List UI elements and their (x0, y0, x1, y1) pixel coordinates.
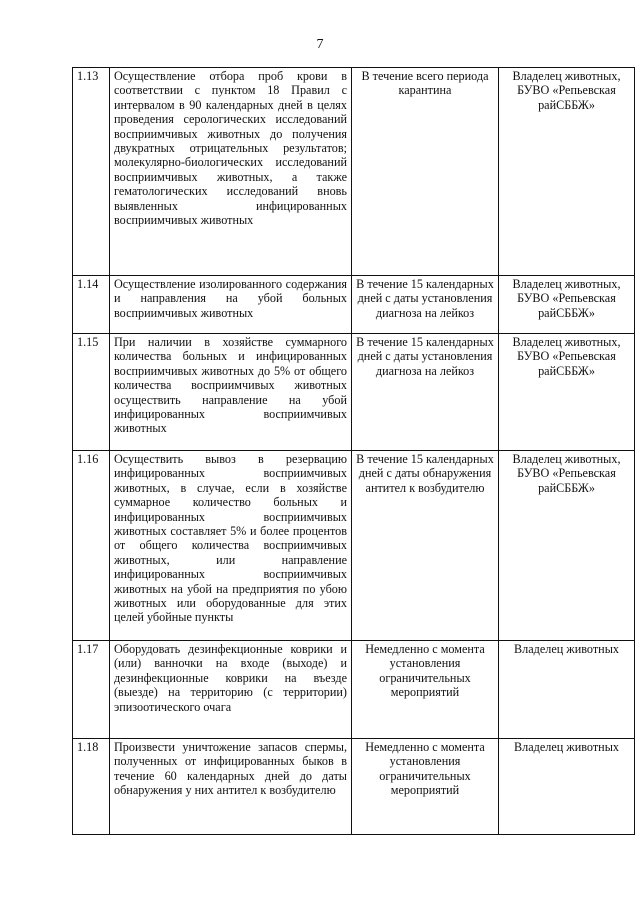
row-number: 1.16 (73, 451, 110, 641)
table-row (73, 68, 635, 276)
row-responsible: Владелец животных, БУВО «Репьевская райСББЖ» (499, 68, 635, 276)
row-number: 1.13 (73, 68, 110, 276)
table-row (73, 334, 635, 451)
row-term: В течение 15 календарных дней с даты обнаружения антител к возбудителю (352, 451, 499, 641)
row-term: В течение 15 календарных дней с даты установления диагноза на лейкоз (352, 276, 499, 334)
row-number: 1.18 (73, 739, 110, 835)
row-number: 1.14 (73, 276, 110, 334)
row-number: 1.15 (73, 334, 110, 451)
measures-table (72, 67, 635, 835)
row-action: Произвести уничтожение запасов спермы, полученных от инфицированных быков в течение 60 календарных дней до даты обнаружения у них антител к возбудителю (110, 739, 352, 835)
row-action: Осуществление отбора проб крови в соответствии с пунктом 18 Правил с интервалом в 90 календарных дней в целях проведения серологических исследований восприимчивых животных до получения двукратных отрицательных результатов; молекулярно-биологических исследований восприимчивых животных, а также гематологических исследований вновь выявленных инфицированных восприимчивых животных (110, 68, 352, 276)
row-number: 1.17 (73, 641, 110, 739)
table-row (73, 276, 635, 334)
row-action: Оборудовать дезинфекционные коврики и (или) ванночки на входе (выходе) и дезинфекционные коврики на въезде (выезде) на территорию (с территории) эпизоотического очага (110, 641, 352, 739)
row-responsible: Владелец животных (499, 641, 635, 739)
table-row (73, 641, 635, 739)
row-responsible: Владелец животных (499, 739, 635, 835)
page-number: 7 (316, 37, 324, 52)
row-term: Немедленно с момента установления ограничительных мероприятий (352, 641, 499, 739)
table-row (73, 739, 635, 835)
row-action: Осуществление изолированного содержания и направления на убой больных восприимчивых животных (110, 276, 352, 334)
row-term: В течение 15 календарных дней с даты установления диагноза на лейкоз (352, 334, 499, 451)
row-action: При наличии в хозяйстве суммарного количества больных и инфицированных восприимчивых животных до 5% от общего количества восприимчивых животных осуществить направление на убой инфицированных восприимчивых животных (110, 334, 352, 451)
table-row (73, 451, 635, 641)
row-responsible: Владелец животных, БУВО «Репьевская райСББЖ» (499, 334, 635, 451)
row-responsible: Владелец животных, БУВО «Репьевская райСББЖ» (499, 451, 635, 641)
row-responsible: Владелец животных, БУВО «Репьевская райСББЖ» (499, 276, 635, 334)
row-term: В течение всего периода карантина (352, 68, 499, 276)
row-term: Немедленно с момента установления ограничительных мероприятий (352, 739, 499, 835)
row-action: Осуществить вывоз в резервацию инфицированных восприимчивых животных, в случае, если в хозяйстве суммарное количество больных и инфицированных восприимчивых животных составляет 5% и более процентов от общего количества восприимчивых животных, или направление инфицированных восприимчивых животных на убой на предприятия по убою животных или оборудованные для этих целей убойные пункты (110, 451, 352, 641)
